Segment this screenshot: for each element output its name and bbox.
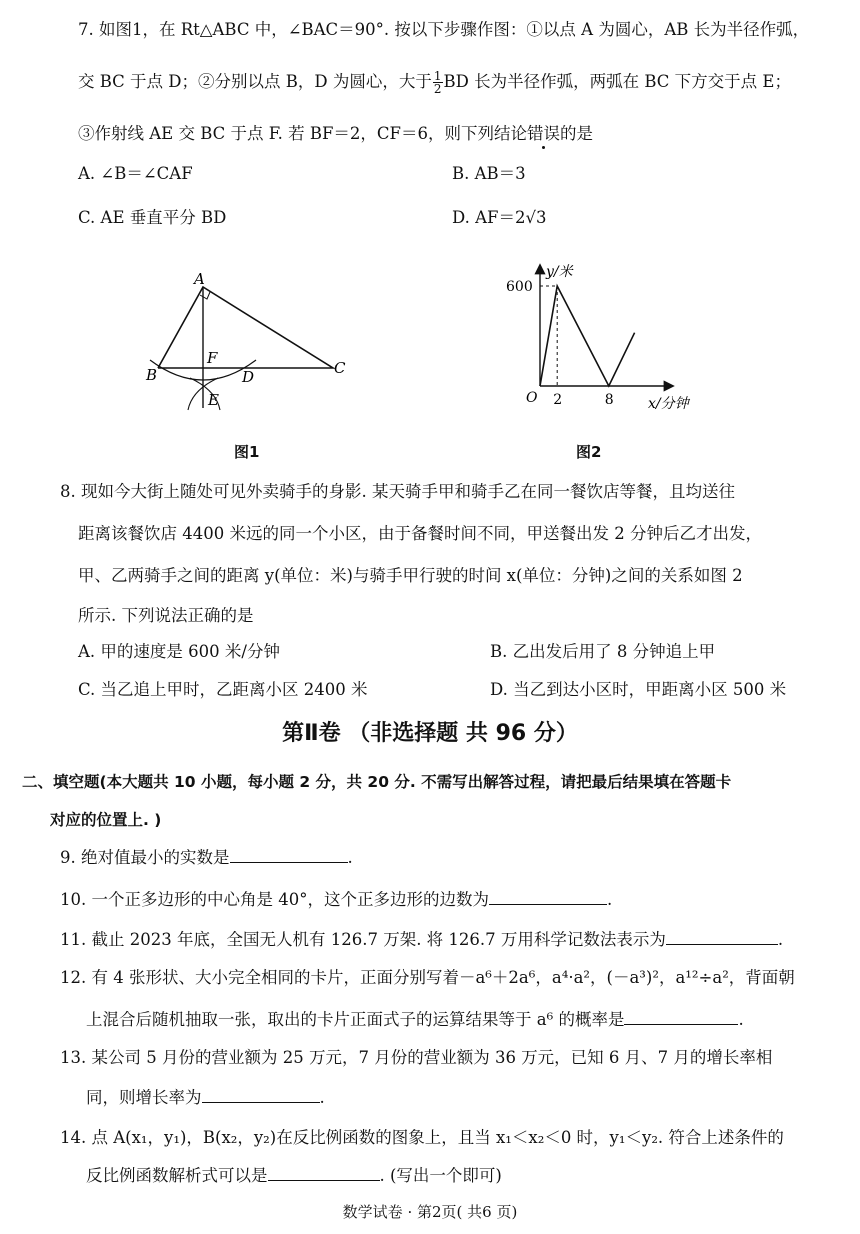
q7-line2 bbox=[78, 70, 791, 95]
section-2-line1: 二、填空题(本大题共 10 小题，每小题 2 分，共 20 分. 不需写出解答过程，请把最后结果填在答题卡 bbox=[22, 773, 732, 791]
q12-line2-text: 上混合后随机抽取一张，取出的卡片正面式子的运算结果等于 a⁶ 的概率是 bbox=[86, 1010, 625, 1029]
q8-option-a: A. 甲的速度是 600 米/分钟 bbox=[78, 642, 280, 661]
q8-line4: 所示. 下列说法正确的是 bbox=[78, 606, 254, 625]
x-tick-2: 2 bbox=[553, 392, 563, 408]
label-c: C bbox=[334, 359, 346, 377]
right-angle-mark bbox=[200, 292, 210, 299]
emphasis-wrong: 错误 bbox=[527, 124, 560, 143]
q8-line2: 距离该餐饮店 4400 米远的同一个小区，由于备餐时间不同，甲送餐出发 2 分钟后乙才出发， bbox=[78, 524, 762, 543]
figure-1-triangle bbox=[130, 270, 370, 420]
q14-end: . (写出一个即可) bbox=[379, 1166, 502, 1185]
x-axis-label: x/分钟 bbox=[648, 396, 689, 412]
q10-end: . bbox=[606, 890, 613, 909]
q7-option-a: A. ∠B＝∠CAF bbox=[78, 164, 193, 183]
q7-line2-a: 交 BC 于点 D；②分别以点 B，D 为圆心，大于 bbox=[78, 72, 432, 91]
q7-line3-a: ③作射线 AE 交 BC 于点 F. 若 BF＝2，CF＝6，则下列结论 bbox=[78, 124, 527, 143]
triangle-abc bbox=[158, 287, 333, 368]
fraction-one-half bbox=[433, 70, 443, 95]
q8-line1: 8. 现如今大街上随处可见外卖骑手的身影. 某天骑手甲和骑手乙在同一餐饮店等餐，且均送往 bbox=[60, 482, 735, 501]
figure-2-caption: 图2 bbox=[576, 443, 602, 461]
q13-line2-text: 同，则增长率为 bbox=[86, 1088, 202, 1107]
label-e: E bbox=[208, 391, 219, 409]
q14-line1: 14. 点 A(x₁，y₁)，B(x₂，y₂)在反比例函数的图象上，且当 x₁＜x₂＜0 时，y₁＜y₂. 符合上述条件的 bbox=[60, 1128, 784, 1147]
page-footer: 数学试卷 · 第2页( 共6 页) bbox=[342, 1203, 518, 1221]
section-2-line2: 对应的位置上. ) bbox=[50, 811, 162, 829]
q12-answer-blank[interactable] bbox=[624, 1008, 738, 1025]
q11 bbox=[60, 928, 783, 952]
q7-line1: 7. 如图1，在 Rt△ABC 中，∠BAC＝90°. 按以下步骤作图：①以点 A 为圆心，AB 长为半径作弧， bbox=[78, 20, 810, 39]
q7-option-c: C. AE 垂直平分 BD bbox=[78, 208, 227, 227]
part-2-title: 第Ⅱ卷 （非选择题 共 96 分） bbox=[282, 721, 578, 746]
figure-2-chart bbox=[500, 258, 710, 428]
q7-option-d: D. AF＝2√3 bbox=[452, 208, 547, 227]
q11-end: . bbox=[777, 930, 784, 949]
q14-answer-blank[interactable] bbox=[268, 1164, 380, 1181]
origin-label: O bbox=[526, 390, 538, 406]
q9-end: . bbox=[347, 848, 353, 867]
q10 bbox=[60, 888, 612, 912]
q8-line3: 甲、乙两骑手之间的距离 y(单位：米)与骑手甲行驶的时间 x(单位：分钟)之间的关系如图 2 bbox=[78, 566, 743, 585]
y-tick-600: 600 bbox=[506, 279, 533, 295]
q7-line3 bbox=[78, 122, 593, 146]
q13-line2 bbox=[86, 1086, 325, 1110]
q9-answer-blank[interactable] bbox=[230, 846, 348, 863]
q9 bbox=[60, 846, 353, 870]
q12-line2 bbox=[86, 1008, 744, 1032]
label-b: B bbox=[146, 366, 158, 384]
q8-option-c: C. 当乙追上甲时，乙距离小区 2400 米 bbox=[78, 680, 368, 699]
series-line bbox=[540, 286, 635, 386]
q7-option-b: B. AB＝3 bbox=[452, 164, 526, 183]
fraction-numerator: 1 bbox=[433, 69, 442, 83]
y-axis-label: y/米 bbox=[546, 264, 573, 280]
q11-answer-blank[interactable] bbox=[666, 928, 778, 945]
q8-option-d: D. 当乙到达小区时，甲距离小区 500 米 bbox=[490, 680, 787, 699]
label-d: D bbox=[242, 368, 255, 386]
q9-text: 9. 绝对值最小的实数是 bbox=[60, 848, 230, 867]
q14-line2 bbox=[86, 1164, 502, 1188]
q12-line1: 12. 有 4 张形状、大小完全相同的卡片，正面分别写着－a⁶＋2a⁶，a⁴·a²，(－a³)²，a¹²÷a²，背面朝 bbox=[60, 968, 795, 987]
figure-1-caption: 图1 bbox=[234, 443, 260, 461]
label-a: A bbox=[194, 270, 205, 288]
q10-answer-blank[interactable] bbox=[489, 888, 607, 905]
q8-option-b: B. 乙出发后用了 8 分钟追上甲 bbox=[490, 642, 716, 661]
q10-text: 10. 一个正多边形的中心角是 40°，这个正多边形的边数为 bbox=[60, 890, 489, 909]
q13-end: . bbox=[319, 1088, 325, 1107]
q13-answer-blank[interactable] bbox=[202, 1086, 320, 1103]
x-tick-8: 8 bbox=[604, 392, 614, 408]
fraction-denominator: 2 bbox=[433, 82, 442, 96]
q11-text: 11. 截止 2023 年底，全国无人机有 126.7 万架. 将 126.7 万用科学记数法表示为 bbox=[60, 930, 666, 949]
q13-line1: 13. 某公司 5 月份的营业额为 25 万元，7 月份的营业额为 36 万元，已知 6 月、7 月的增长率相 bbox=[60, 1048, 773, 1067]
q7-line2-b: BD 长为半径作弧，两弧在 BC 下方交于点 E； bbox=[443, 72, 791, 91]
q14-line2-text: 反比例函数解析式可以是 bbox=[86, 1166, 268, 1185]
q7-line3-b: 的是 bbox=[560, 124, 593, 143]
label-f: F bbox=[207, 349, 218, 367]
q12-end: . bbox=[738, 1010, 744, 1029]
